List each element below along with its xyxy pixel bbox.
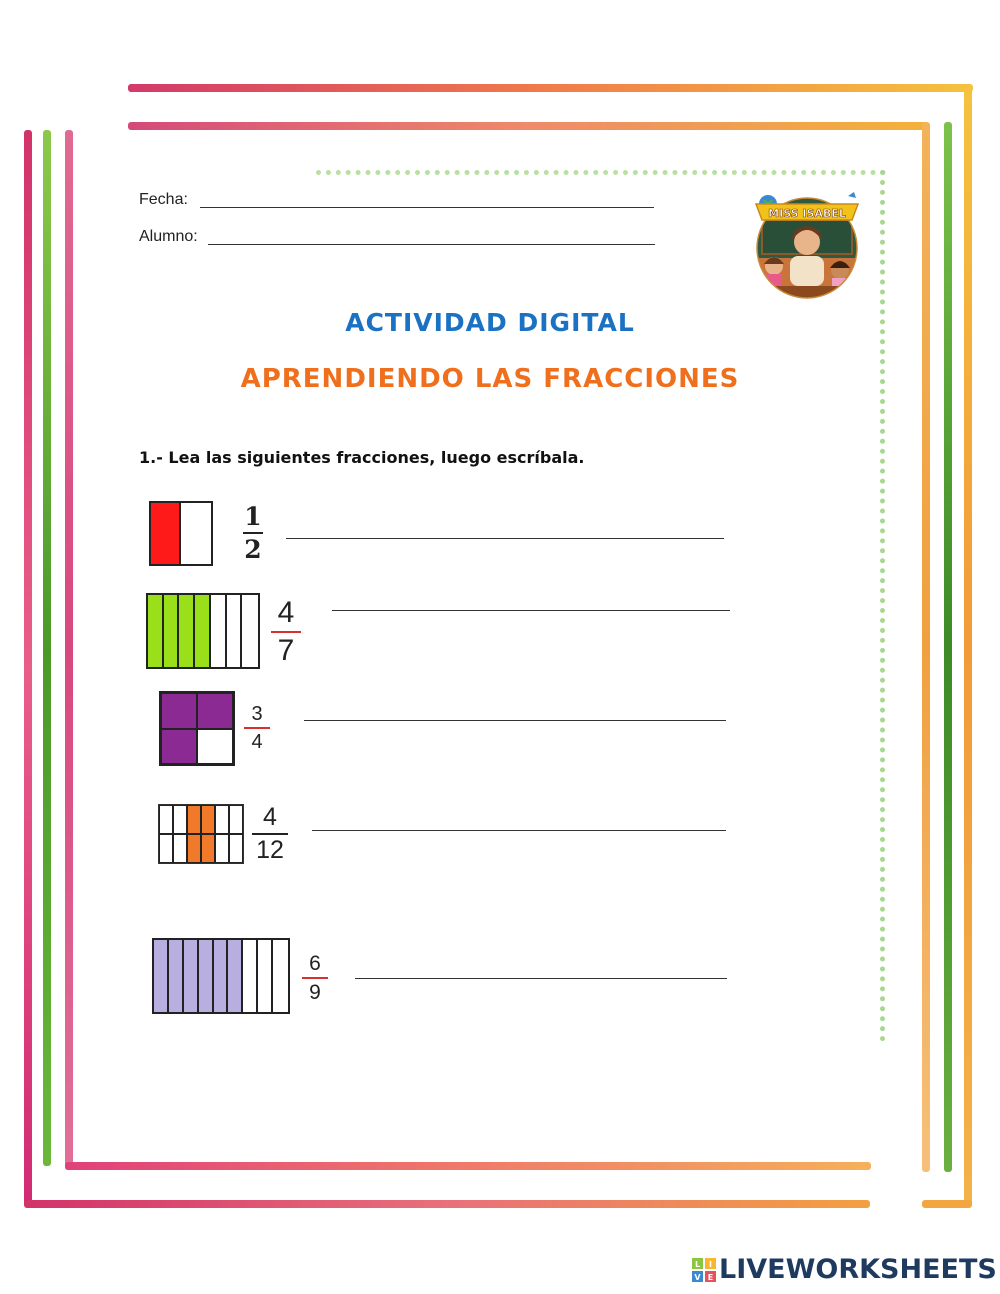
frame-top-outer <box>128 84 973 92</box>
fraction-1-numerator: 1 <box>244 502 262 531</box>
title-actividad-digital: ACTIVIDAD DIGITAL <box>345 308 635 337</box>
fraction-3-denominator: 4 <box>251 731 263 753</box>
fraction-5-answer-line[interactable] <box>355 978 727 979</box>
fraction-bar <box>302 977 328 979</box>
frame-top-inner <box>128 122 928 130</box>
fraction-part <box>242 595 258 667</box>
fraction-5-numerator: 6 <box>309 952 321 975</box>
fraction-part <box>154 940 169 1012</box>
student-field[interactable] <box>208 244 655 245</box>
fraction-4-label <box>252 805 288 863</box>
frame-right-orange-inner <box>922 122 930 1172</box>
fraction-part <box>151 503 181 564</box>
fraction-1-label <box>243 504 263 562</box>
fraction-2-denominator: 7 <box>277 634 295 667</box>
frame-right-green <box>944 122 952 1172</box>
fraction-1-model <box>149 501 213 566</box>
fraction-part <box>229 805 243 834</box>
frame-bottom-right-end <box>922 1200 972 1208</box>
fraction-part <box>161 729 197 765</box>
dotted-border-top <box>316 170 886 175</box>
frame-left-pink-outer <box>24 130 32 1206</box>
fraction-part <box>215 834 229 863</box>
frame-bottom-inner <box>65 1162 871 1170</box>
fraction-part <box>187 805 201 834</box>
svg-text:L: L <box>694 1259 701 1269</box>
instruction-text: 1.- Lea las siguientes fracciones, luego escríbala. <box>139 448 585 467</box>
fraction-2-answer-line[interactable] <box>332 610 730 611</box>
fraction-part <box>195 595 211 667</box>
fraction-part <box>161 693 197 729</box>
fraction-part <box>159 805 173 834</box>
fraction-3-numerator: 3 <box>251 703 263 725</box>
fraction-part <box>199 940 214 1012</box>
fraction-part <box>148 595 164 667</box>
logo-badge-text: MISS ISABEL <box>768 207 846 220</box>
fraction-part <box>211 595 227 667</box>
fraction-3-model <box>159 691 235 766</box>
fraction-4-answer-line[interactable] <box>312 830 726 831</box>
fraction-part <box>227 595 243 667</box>
fraction-part <box>197 729 233 765</box>
fraction-bar <box>252 833 288 835</box>
svg-text:I: I <box>709 1259 712 1269</box>
fraction-3-label <box>244 704 270 752</box>
date-field[interactable] <box>200 207 654 208</box>
title-aprendiendo-fracciones: APRENDIENDO LAS FRACCIONES <box>240 364 740 394</box>
liveworksheets-brand[interactable] <box>692 1254 997 1285</box>
dotted-border-right <box>880 170 885 1042</box>
fraction-part <box>201 834 215 863</box>
fraction-bar <box>243 532 263 534</box>
fraction-part <box>184 940 199 1012</box>
fraction-bar <box>271 631 301 633</box>
fraction-2-label <box>271 598 301 666</box>
fraction-1-answer-line[interactable] <box>286 538 724 539</box>
fraction-bar <box>244 727 270 729</box>
fraction-part <box>243 940 258 1012</box>
frame-left-green <box>43 130 51 1166</box>
fraction-4-numerator: 4 <box>263 803 277 831</box>
fraction-2-numerator: 4 <box>277 596 295 629</box>
fraction-part <box>179 595 195 667</box>
fraction-part <box>159 834 173 863</box>
fraction-5-model <box>152 938 290 1014</box>
fraction-5-denominator: 9 <box>309 981 321 1004</box>
fraction-3-answer-line[interactable] <box>304 720 726 721</box>
frame-bottom-outer <box>24 1200 870 1208</box>
fraction-part <box>187 834 201 863</box>
fraction-part <box>173 834 187 863</box>
liveworksheets-brand-text: LIVEWORKSHEETS <box>719 1254 997 1285</box>
fraction-part <box>164 595 180 667</box>
fraction-part <box>215 805 229 834</box>
date-label: Fecha: <box>139 191 188 208</box>
fraction-part <box>229 834 243 863</box>
fraction-part <box>273 940 288 1012</box>
fraction-4-denominator: 12 <box>256 836 284 864</box>
fraction-part <box>258 940 273 1012</box>
fraction-part <box>228 940 243 1012</box>
liveworksheets-logo-icon <box>692 1258 716 1282</box>
svg-text:V: V <box>694 1272 701 1282</box>
fraction-part <box>214 940 229 1012</box>
fraction-part <box>197 693 233 729</box>
fraction-part <box>181 503 211 564</box>
fraction-5-label <box>302 953 328 1003</box>
miss-isabel-logo <box>752 190 862 300</box>
frame-left-pink-inner <box>65 130 73 1170</box>
fraction-4-model <box>158 804 244 864</box>
svg-text:E: E <box>707 1272 714 1282</box>
fraction-2-model <box>146 593 260 669</box>
fraction-1-denominator: 2 <box>244 535 262 564</box>
fraction-part <box>201 805 215 834</box>
student-label: Alumno: <box>139 228 198 245</box>
fraction-part <box>173 805 187 834</box>
fraction-part <box>169 940 184 1012</box>
frame-right-orange-outer <box>964 88 972 1206</box>
